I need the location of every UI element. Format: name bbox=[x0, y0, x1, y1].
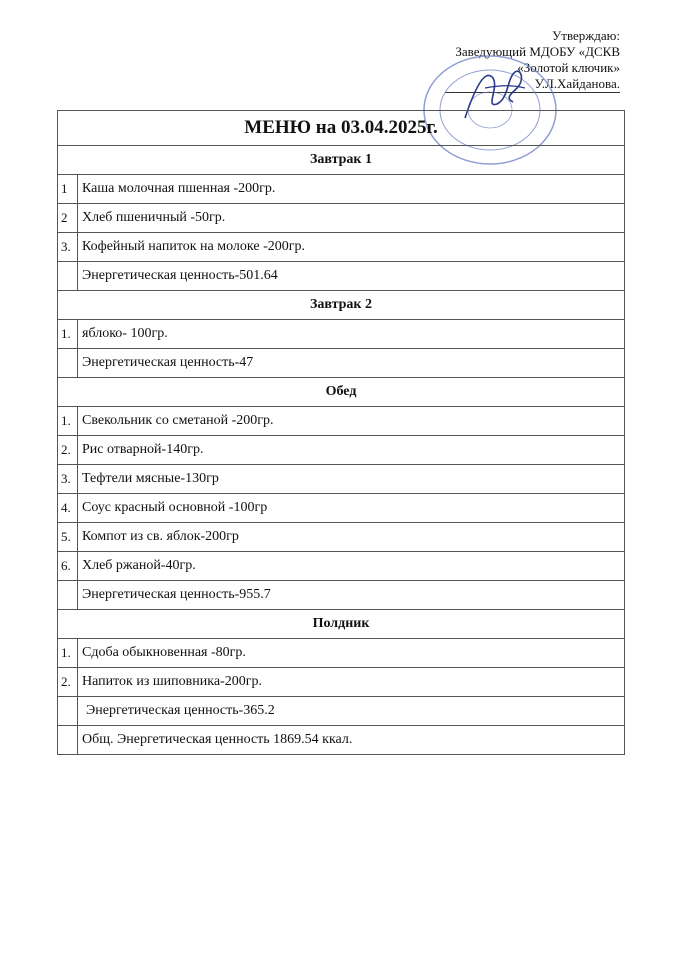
approval-signatory: У.Л.Хайданова. bbox=[445, 76, 620, 93]
item-text: Каша молочная пшенная -200гр. bbox=[78, 175, 625, 204]
item-text: Напиток из шиповника-200гр. bbox=[78, 668, 625, 697]
menu-row bbox=[58, 552, 625, 581]
item-number: 2. bbox=[58, 668, 78, 697]
menu-row bbox=[58, 407, 625, 436]
item-text: Хлеб ржаной-40гр. bbox=[78, 552, 625, 581]
energy-row bbox=[58, 349, 625, 378]
approval-label: Утверждаю: bbox=[552, 28, 620, 43]
item-number: 1 bbox=[58, 175, 78, 204]
section-header-breakfast-1: Завтрак 1 bbox=[58, 146, 625, 175]
energy-value: Энергетическая ценность-955.7 bbox=[78, 581, 625, 610]
item-number: 1. bbox=[58, 320, 78, 349]
item-number: 3. bbox=[58, 465, 78, 494]
energy-value: Энергетическая ценность-365.2 bbox=[78, 697, 625, 726]
energy-value: Энергетическая ценность-501.64 bbox=[78, 262, 625, 291]
item-number: 1. bbox=[58, 639, 78, 668]
section-header-afternoon-snack: Полдник bbox=[58, 610, 625, 639]
menu-row bbox=[58, 233, 625, 262]
item-text: Тефтели мясные-130гр bbox=[78, 465, 625, 494]
menu-row bbox=[58, 668, 625, 697]
section-header-lunch: Обед bbox=[58, 378, 625, 407]
menu-row bbox=[58, 523, 625, 552]
item-text: Рис отварной-140гр. bbox=[78, 436, 625, 465]
grand-total: Общ. Энергетическая ценность 1869.54 ккал. bbox=[78, 726, 625, 755]
item-number: 2 bbox=[58, 204, 78, 233]
energy-row bbox=[58, 262, 625, 291]
menu-title: МЕНЮ на 03.04.2025г. bbox=[58, 111, 625, 146]
item-number: 1. bbox=[58, 407, 78, 436]
menu-row bbox=[58, 465, 625, 494]
item-number: 4. bbox=[58, 494, 78, 523]
energy-row bbox=[58, 697, 625, 726]
section-header-breakfast-2: Завтрак 2 bbox=[58, 291, 625, 320]
approval-org: «Золотой ключик» bbox=[517, 60, 620, 75]
item-text: Кофейный напиток на молоке -200гр. bbox=[78, 233, 625, 262]
menu-row bbox=[58, 175, 625, 204]
item-text: Хлеб пшеничный -50гр. bbox=[78, 204, 625, 233]
energy-value: Энергетическая ценность-47 bbox=[78, 349, 625, 378]
item-text: Сдоба обыкновенная -80гр. bbox=[78, 639, 625, 668]
grand-total-row bbox=[58, 726, 625, 755]
menu-row bbox=[58, 320, 625, 349]
item-number: 6. bbox=[58, 552, 78, 581]
approval-position: Заведующий МДОБУ «ДСКВ bbox=[455, 44, 620, 59]
item-number: 5. bbox=[58, 523, 78, 552]
menu-row bbox=[58, 494, 625, 523]
item-text: Соус красный основной -100гр bbox=[78, 494, 625, 523]
approval-block bbox=[445, 28, 620, 93]
item-text: Компот из св. яблок-200гр bbox=[78, 523, 625, 552]
menu-row bbox=[58, 204, 625, 233]
menu-row bbox=[58, 639, 625, 668]
menu-table bbox=[57, 110, 625, 755]
menu-row bbox=[58, 436, 625, 465]
item-number: 3. bbox=[58, 233, 78, 262]
item-text: яблоко- 100гр. bbox=[78, 320, 625, 349]
energy-row bbox=[58, 581, 625, 610]
item-text: Свекольник со сметаной -200гр. bbox=[78, 407, 625, 436]
item-number: 2. bbox=[58, 436, 78, 465]
